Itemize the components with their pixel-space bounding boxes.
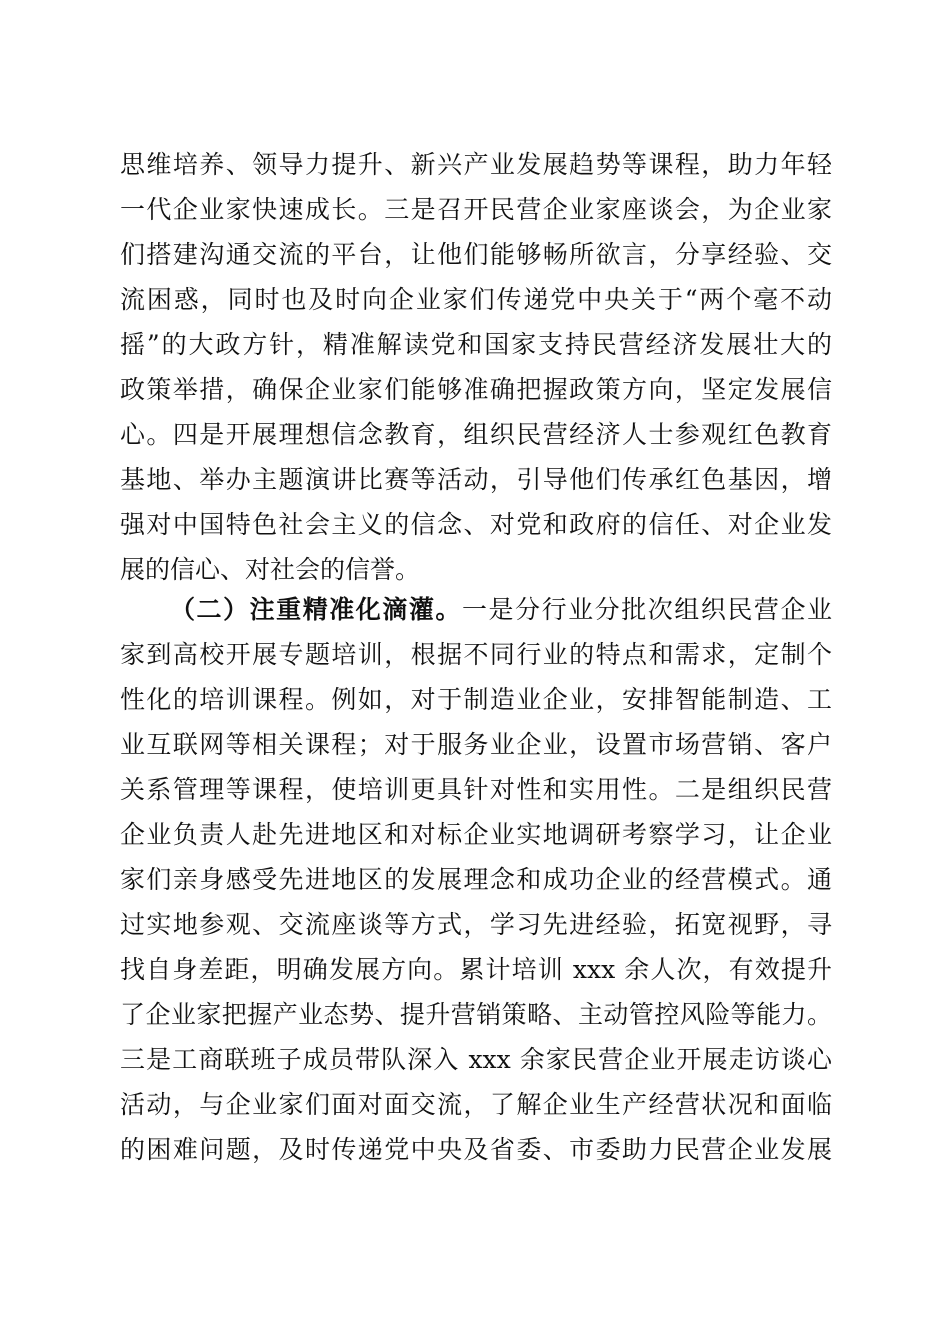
body-line-9: 强对中国特色社会主义的信念、对党和政府的信任、对企业发 [120,510,832,539]
body-line-6: 政策举措，确保企业家们能够准确把握政策方向，坚定发展信 [120,375,832,404]
body-line-19: 了企业家把握产业态势、提升营销策略、主动管控风险等能力。 [120,1000,832,1029]
body-line-1: 思维培养、领导力提升、新兴产业发展趋势等课程，助力年轻 [120,150,832,179]
body-line-10: 展的信心、对社会的信誉。 [120,555,421,584]
section-2-first-line [170,587,832,632]
body-line-12: 性化的培训课程。例如，对于制造业企业，安排智能制造、工 [120,685,832,714]
body-line-20: 三是工商联班子成员带队深入 xxx 余家民营企业开展走访谈心 [120,1045,832,1074]
body-line-16: 家们亲身感受先进地区的发展理念和成功企业的经营模式。通 [120,865,832,894]
body-line-15: 企业负责人赴先进地区和对标企业实地调研考察学习，让企业 [120,820,832,849]
body-line-11: 家到高校开展专题培训，根据不同行业的特点和需求，定制个 [120,640,832,669]
body-line-2: 一代企业家快速成长。三是召开民营企业家座谈会，为企业家 [120,195,832,224]
body-line-14: 关系管理等课程，使培训更具针对性和实用性。二是组织民营 [120,775,832,804]
body-line-4: 流困惑，同时也及时向企业家们传递党中央关于“两个毫不动 [120,285,832,314]
body-line-5: 摇”的大政方针，精准解读党和国家支持民营经济发展壮大的 [120,330,832,359]
section-2-first-text: 一是分行业分批次组织民营企业 [461,595,832,624]
body-line-8: 基地、举办主题演讲比赛等活动，引导他们传承红色基因，增 [120,465,832,494]
body-line-18: 找自身差距，明确发展方向。累计培训 xxx 余人次，有效提升 [120,955,832,984]
section-2-heading: （二）注重精准化滴灌。 [170,595,462,624]
body-line-17: 过实地参观、交流座谈等方式，学习先进经验，拓宽视野，寻 [120,910,832,939]
body-line-21: 活动，与企业家们面对面交流，了解企业生产经营状况和面临 [120,1090,832,1119]
body-line-22: 的困难问题，及时传递党中央及省委、市委助力民营企业发展 [120,1135,832,1164]
body-line-13: 业互联网等相关课程；对于服务业企业，设置市场营销、客户 [120,730,832,759]
body-line-7: 心。四是开展理想信念教育，组织民营经济人士参观红色教育 [120,420,832,449]
body-line-3: 们搭建沟通交流的平台，让他们能够畅所欲言，分享经验、交 [120,240,832,269]
